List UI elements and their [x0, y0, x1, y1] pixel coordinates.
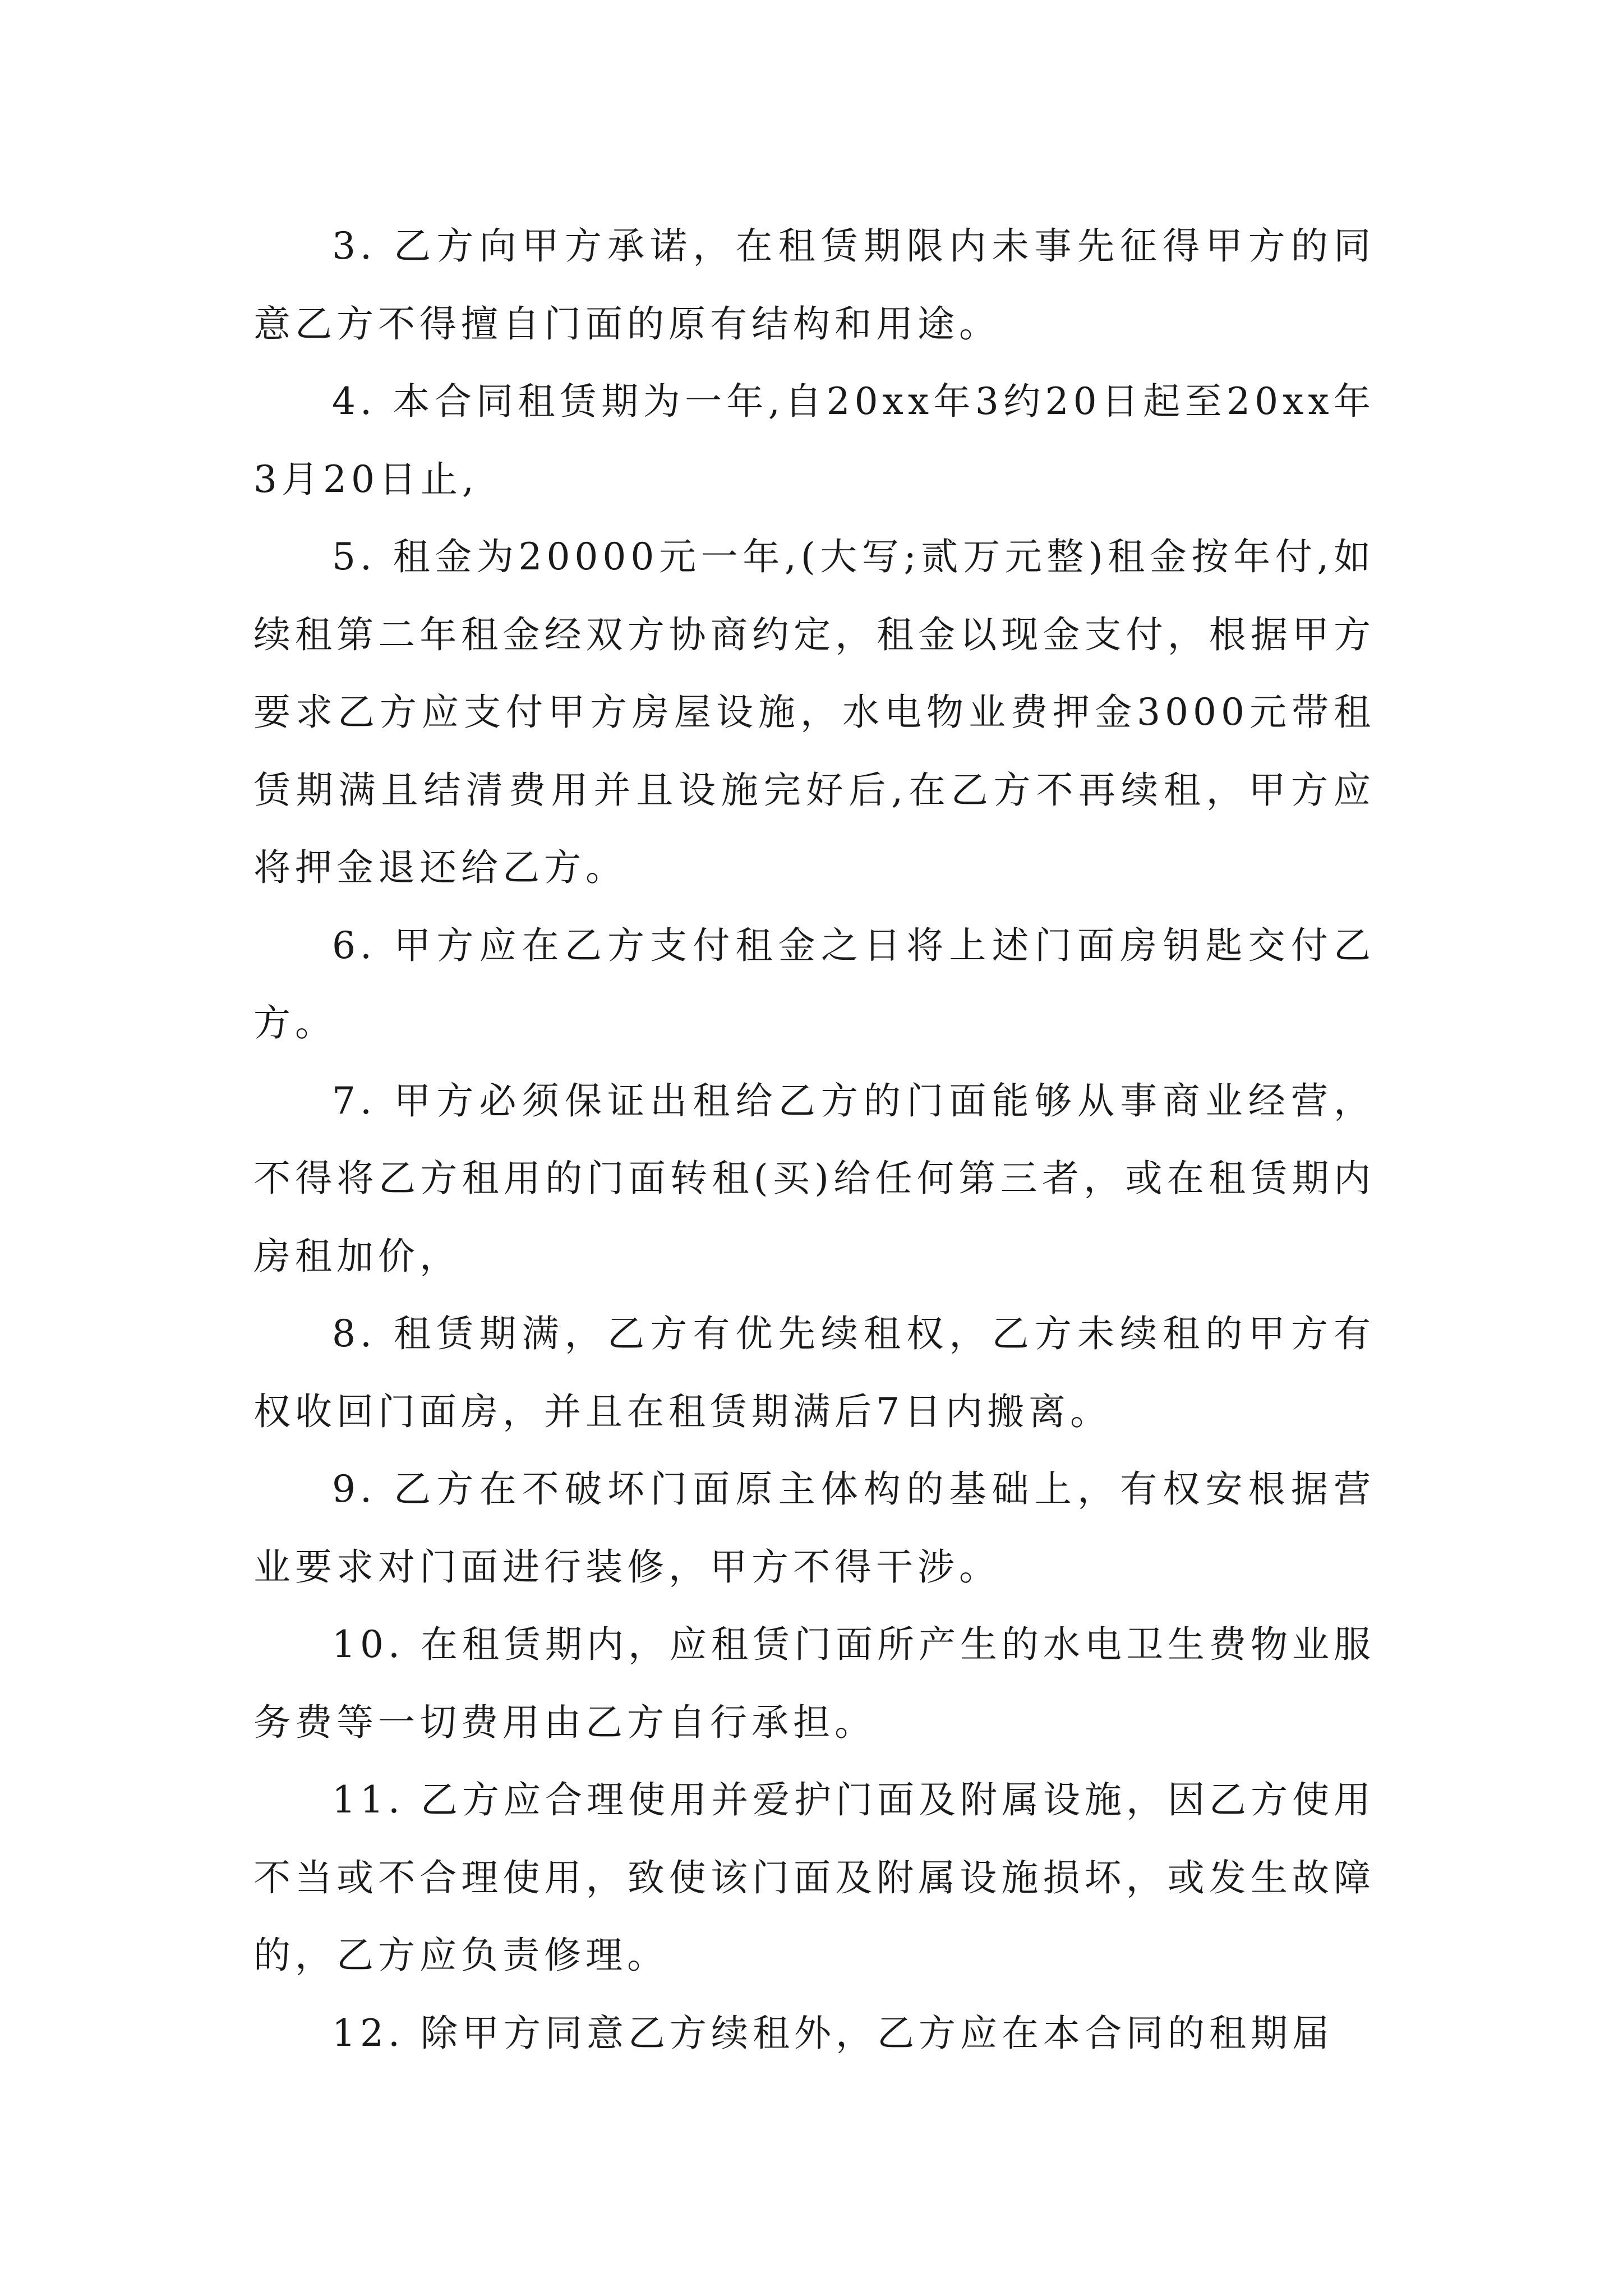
clause-6: 6. 甲方应在乙方支付租金之日将上述门面房钥匙交付乙方。 [253, 923, 1375, 1045]
clause-7: 7. 甲方必须保证出租给乙方的门面能够从事商业经营，不得将乙方租用的门面转租(买)给任何第三者，或在租赁期内房租加价， [253, 1079, 1375, 1278]
clause-12: 12. 除甲方同意乙方续租外，乙方应在本合同的租期届 [332, 2011, 1334, 2055]
clause-11: 11. 乙方应合理使用并爱护门面及附属设施，因乙方使用不当或不合理使用，致使该门面及附属设施损坏，或发生故障的，乙方应负责修理。 [253, 1778, 1375, 1977]
clause-4: 4. 本合同租赁期为一年,自20xx年3约20日起至20xx年3月20日止, [253, 380, 1375, 501]
clause-3: 3. 乙方向甲方承诺，在租赁期限内未事先征得甲方的同意乙方不得擅自门面的原有结构和用途。 [253, 224, 1375, 346]
clause-5: 5. 租金为20000元一年,(大写;贰万元整)租金按年付,如续租第二年租金经双方协商约定，租金以现金支付，根据甲方要求乙方应支付甲方房屋设施，水电物业费押金3000元带租赁期满且结清费用并且设施完好后,在乙方不再续租，甲方应将押金退还给乙方。 [253, 535, 1375, 889]
clause-10: 10. 在租赁期内，应租赁门面所产生的水电卫生费物业服务费等一切费用由乙方自行承担。 [253, 1623, 1375, 1744]
contract-body [253, 208, 1375, 2072]
clause-9: 9. 乙方在不破坏门面原主体构的基础上，有权安根据营业要求对门面进行装修，甲方不得干涉。 [253, 1467, 1375, 1589]
clause-8: 8. 租赁期满，乙方有优先续租权，乙方未续租的甲方有权收回门面房，并且在租赁期满后7日内搬离。 [253, 1312, 1375, 1433]
